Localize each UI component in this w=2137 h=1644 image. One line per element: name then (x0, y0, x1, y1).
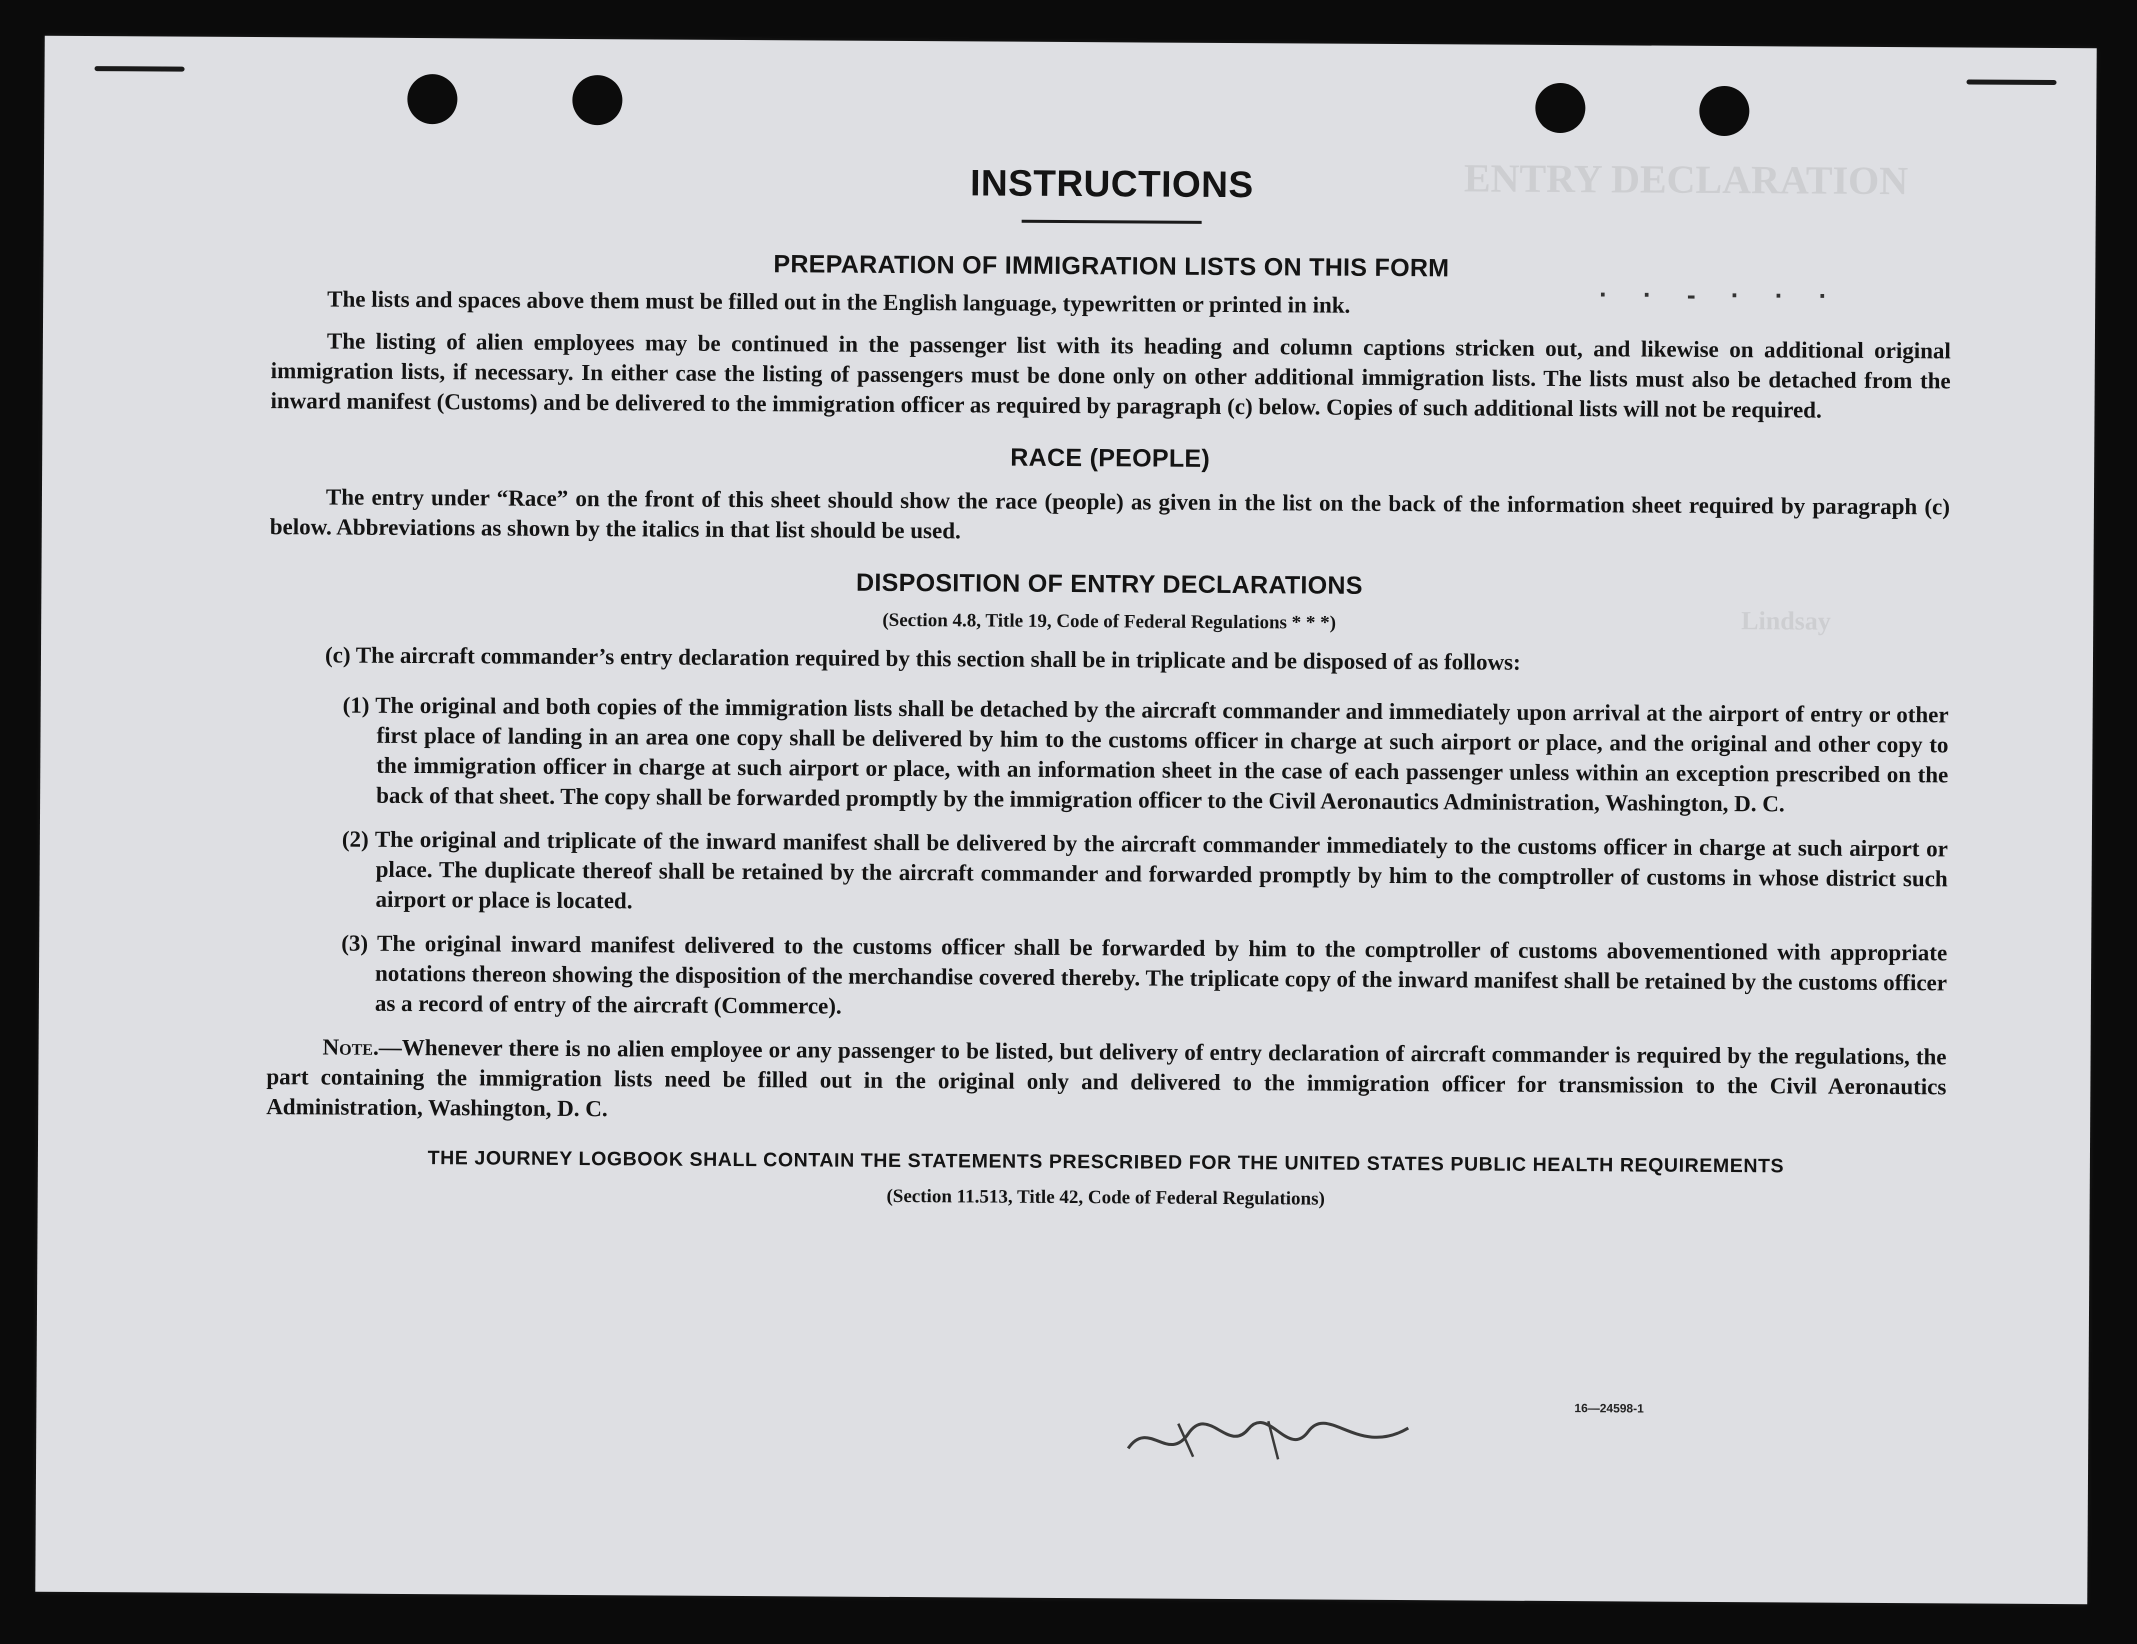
clause-item-1: (1) The original and both copies of the immigration lists shall be detached by the aircraft commander and immediately upon arrival at the airport of entry or other first place of landing in an area one copy shall be delivered by him to the customs officer in charge at such airport or place, and the original and other copy to the immigration officer in charge at such airport or place, with an information sheet in the case of each passenger unless within an exception prescribed on the back of that sheet. The copy shall be forwarded promptly by the immigration officer to the Civil Aeronautics Administration, Washington, D. C. (342, 692, 1949, 817)
clause-item-3: (3) The original inward manifest delivered to the customs officer shall be forwarded by him to the comptroller of customs abovementioned with appropriate notations thereon showing the disposition of the merchandise covered thereby. The triplicate copy of the inward manifest shall be retained by the customs officer as a record of entry of the aircraft (Commerce). (341, 930, 1948, 1019)
preparation-paragraph-2: The listing of alien employees may be continued in the passenger list with its heading and column captions stricken out, and likewise on additional original immigration lists, if necessary. In either case the listing of passengers must be done only on other additional immigration lists. The lists must also be detached from the inward manifest (Customs) and be delivered to the immigration officer as required by paragraph (c) below. Copies of such additional lists will not be required. (270, 328, 1951, 423)
note-text: —Whenever there is no alien employee or any passenger to be listed, but delivery of entry declaration of aircraft commander is required by the regulations, the part containing the immigration lists need be filled out in the original only and delivered to the immigration officer for transmission to the Civil Aeronautics Administration, Washington, D. C. (266, 1034, 1947, 1122)
bleed-through-names: Lindsay (1741, 606, 1831, 636)
journey-citation: (Section 11.513, Title 42, Code of Federal Regulations) (886, 1185, 1325, 1210)
corner-mark-left (95, 66, 185, 72)
heading-disposition: DISPOSITION OF ENTRY DECLARATIONS (856, 568, 1363, 600)
preparation-paragraph-1: The lists and spaces above them must be filled out in the English language, typewritten or printed in ink. (327, 286, 1351, 318)
instructions-content (266, 155, 1952, 1218)
punch-hole-right-1 (1535, 83, 1585, 133)
punch-hole-left-2 (572, 75, 622, 125)
form-number: 16—24598-1 (1574, 1401, 1644, 1416)
clause-item-2: (2) The original and triplicate of the inward manifest shall be delivered by the aircraft commander immediately to the customs officer in charge at such airport or place. The duplicate thereof shall be retained by the aircraft commander and forwarded promptly by him to the comptroller of customs in whose district such airport or place is located. (341, 826, 1948, 914)
heading-preparation: PREPARATION OF IMMIGRATION LISTS ON THIS FORM (773, 250, 1450, 283)
stray-marks: · · - · · · (1599, 279, 1842, 311)
punch-hole-right-2 (1699, 86, 1749, 136)
punch-hole-left-1 (407, 74, 457, 124)
clause-c: (c) The aircraft commander’s entry declaration required by this section shall be in triplicate and be disposed of as follows: (324, 642, 1521, 675)
page-title: INSTRUCTIONS (970, 162, 1254, 206)
corner-mark-right (1967, 79, 2057, 85)
heading-race: RACE (PEOPLE) (1010, 443, 1211, 473)
bleed-through-text: ENTRY DECLARATION (1463, 155, 1909, 204)
race-paragraph: The entry under “Race” on the front of this sheet should show the race (people) as given in the list on the back of the information sheet required by paragraph (c) below. Abbreviations as shown by the italics in that list should be used. (269, 484, 1951, 544)
note-label: Note. (322, 1034, 379, 1060)
journey-logbook-statement: THE JOURNEY LOGBOOK SHALL CONTAIN THE STATEMENTS PRESCRIBED FOR THE UNITED STATES PUBLIC HEALTH REQUIREMENTS (427, 1147, 1785, 1178)
disposition-citation: (Section 4.8, Title 19, Code of Federal Regulations * * *) (882, 609, 1337, 634)
note-paragraph (266, 1032, 1947, 1132)
title-underline (1022, 220, 1202, 224)
document-sheet (35, 36, 2096, 1605)
handwritten-signature (1118, 1408, 1418, 1470)
